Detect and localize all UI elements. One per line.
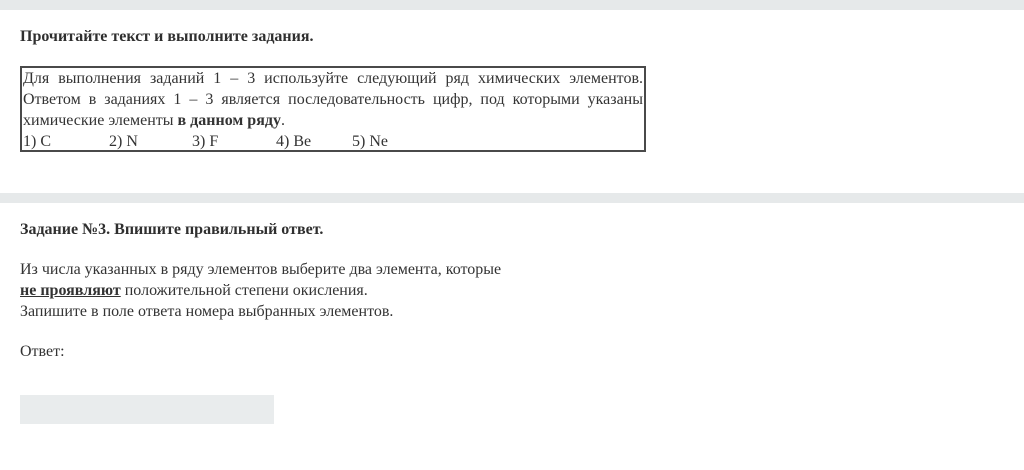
element-item-2: 2) N bbox=[109, 133, 138, 150]
elements-list bbox=[23, 131, 643, 152]
answer-label: Ответ: bbox=[20, 343, 65, 360]
task-heading: Задание №3. Впишите правильный ответ. bbox=[20, 221, 324, 238]
task-description bbox=[20, 259, 660, 322]
elements-info-box bbox=[20, 66, 646, 152]
element-item-4: 4) Be bbox=[276, 133, 312, 150]
element-item-1: 1) C bbox=[23, 133, 51, 150]
answer-input[interactable] bbox=[20, 395, 274, 424]
element-item-3: 3) F bbox=[192, 133, 219, 150]
task-line-2-rest: положительной степени окисления. bbox=[120, 282, 368, 299]
task-line-1: Из числа указанных в ряду элементов выберите два элемента, которые bbox=[20, 261, 502, 278]
info-text-main: Для выполнения заданий 1 – 3 используйте следующий ряд химических элементов. Ответом в заданиях 1 – 3 является последовательность цифр, под которыми указаны химические элементы bbox=[23, 70, 643, 129]
info-instructions bbox=[23, 68, 643, 131]
task-line-2 bbox=[20, 280, 660, 301]
info-text-end: . bbox=[280, 112, 285, 129]
element-item-5: 5) Ne bbox=[352, 133, 388, 150]
section-divider-band bbox=[0, 193, 1024, 203]
top-divider-band bbox=[0, 0, 1024, 10]
intro-heading: Прочитайте текст и выполните задания. bbox=[20, 28, 314, 45]
info-text-emphasis: в данном ряду bbox=[177, 112, 281, 129]
task-negation-emphasis: не проявляют bbox=[20, 282, 121, 299]
task-line-3: Запишите в поле ответа номера выбранных элементов. bbox=[20, 303, 394, 320]
